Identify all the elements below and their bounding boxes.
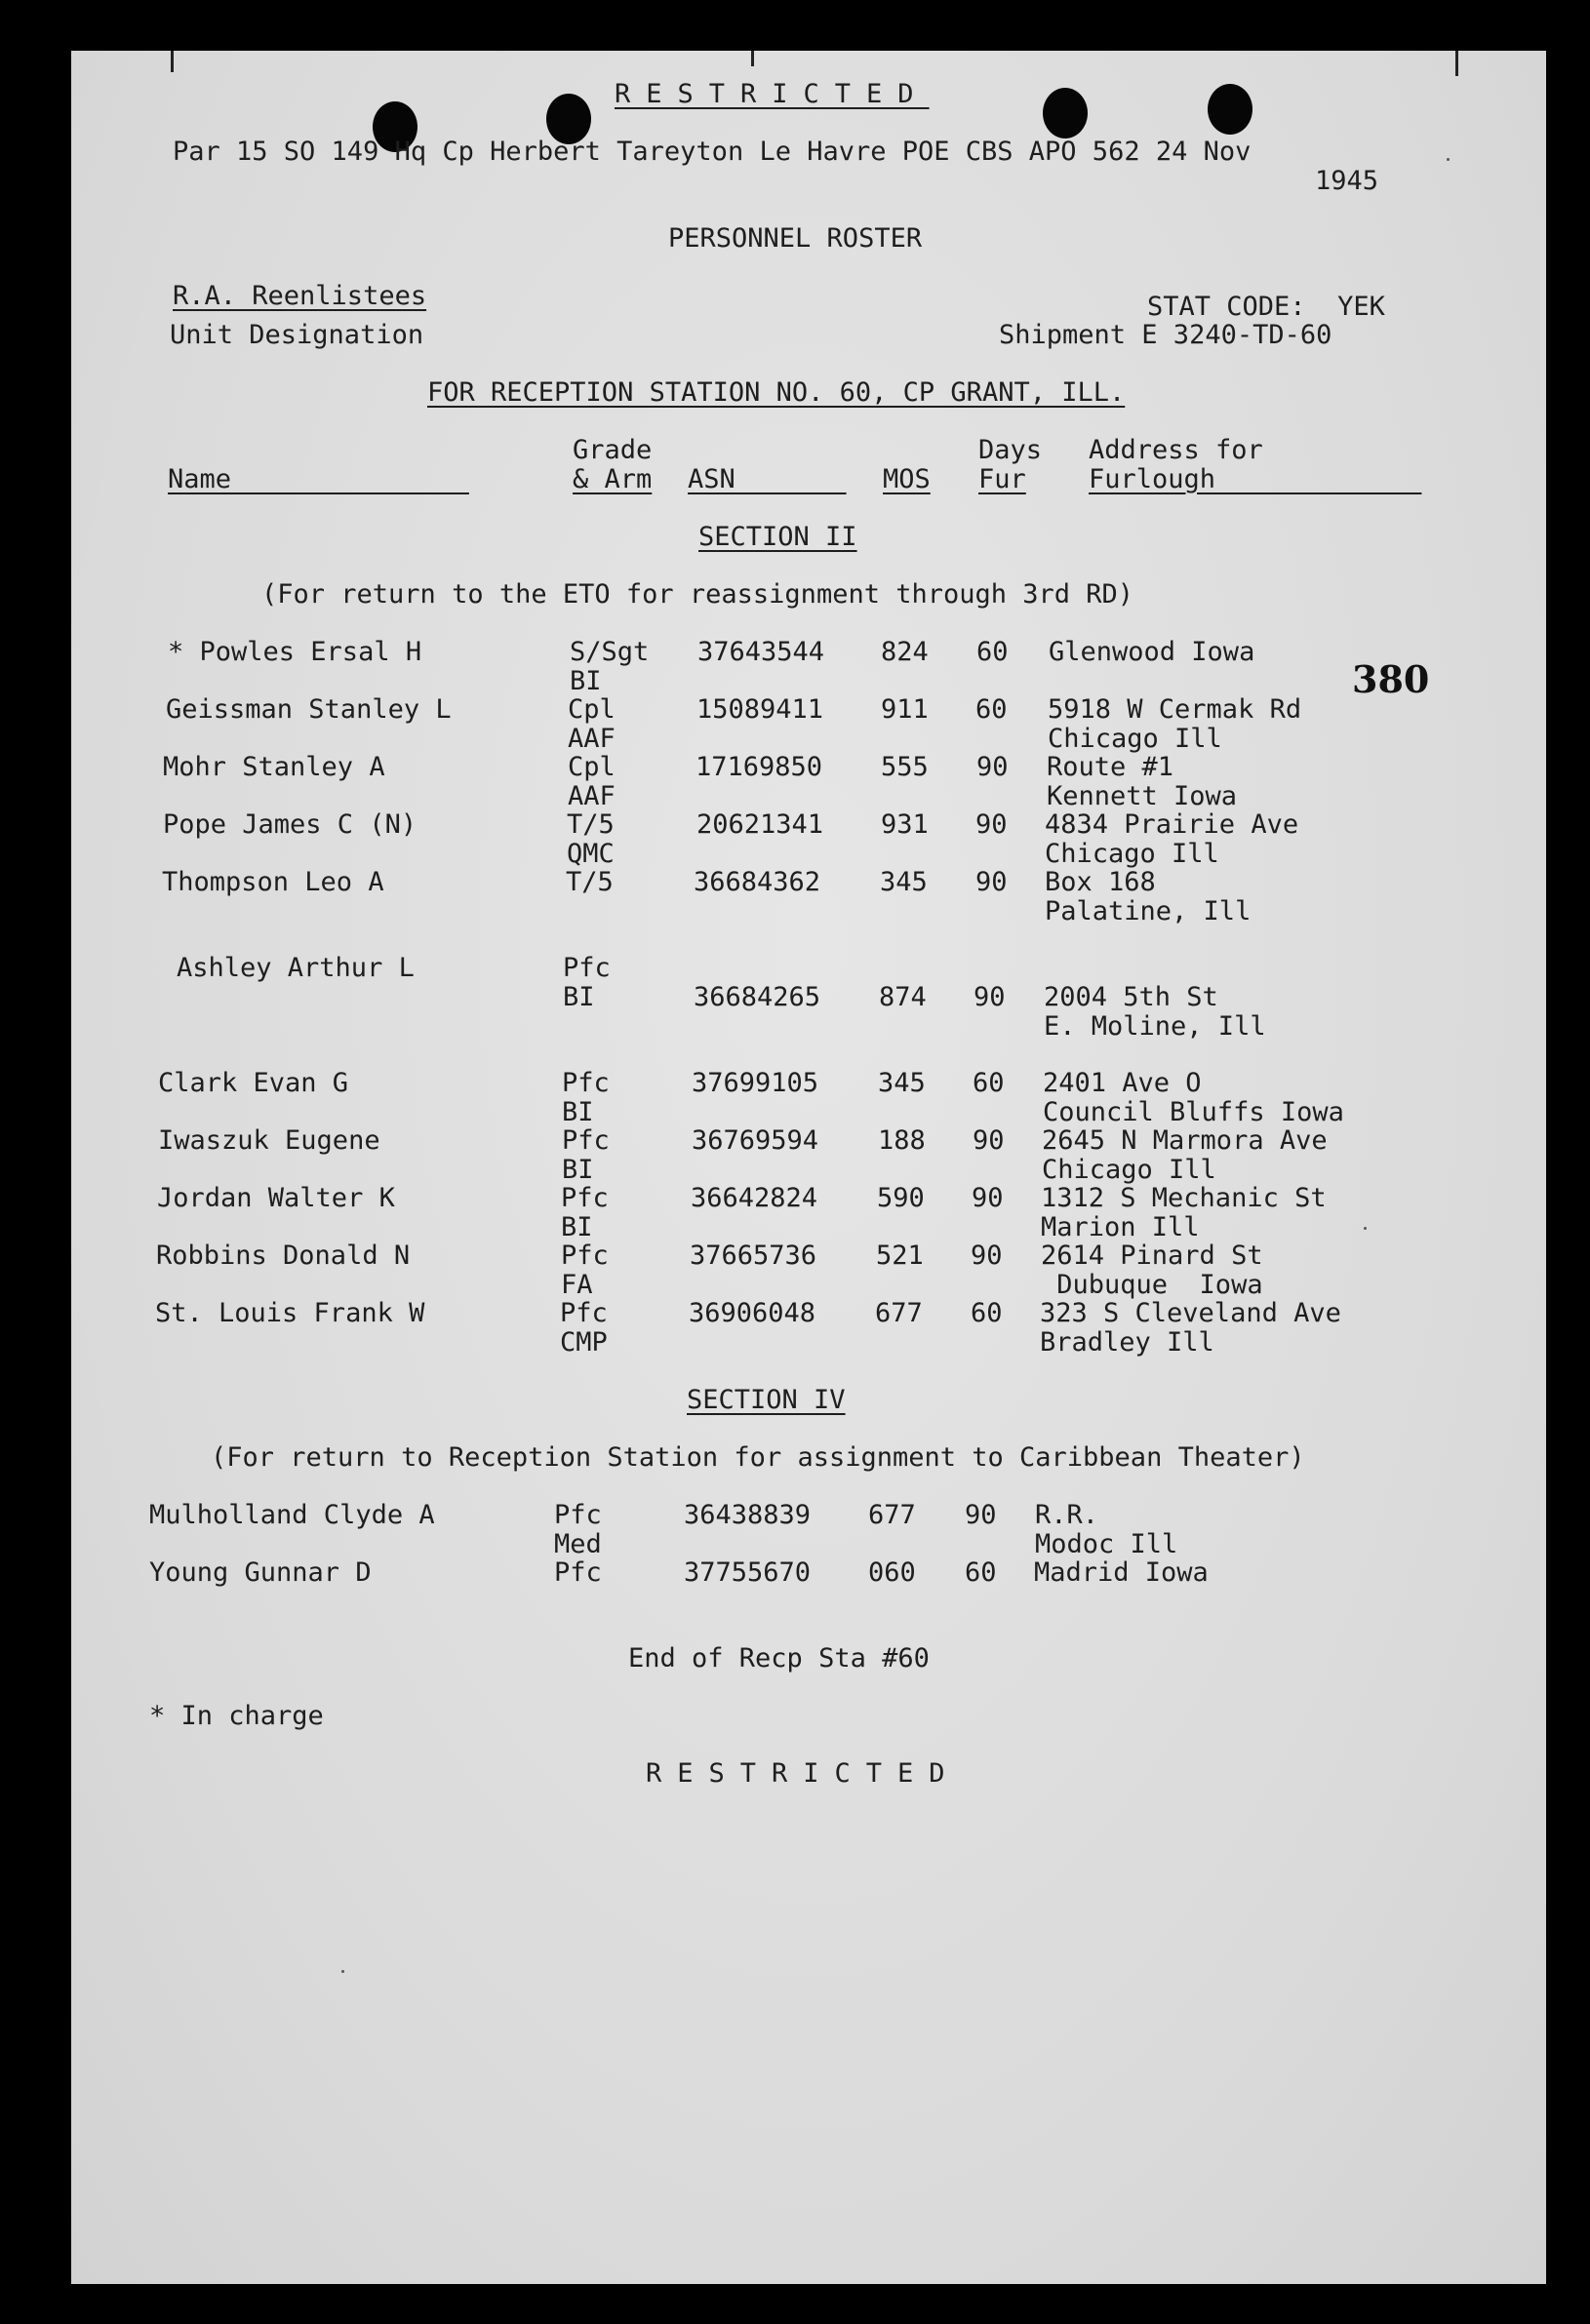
cell-grade: Pfc <box>560 1298 608 1328</box>
cell-address-1: 2645 N Marmora Ave <box>1042 1125 1328 1156</box>
cell-asn: 37665736 <box>690 1241 817 1271</box>
col-mos-header: MOS <box>883 464 931 494</box>
page-number: 380 <box>1352 657 1430 701</box>
section-ii-subtitle: (For return to the ETO for reassignment through 3rd RD) <box>261 579 1134 610</box>
cell-name: Clark Evan G <box>158 1068 349 1098</box>
col-arm-header: & Arm <box>573 464 653 494</box>
punch-hole <box>1208 84 1252 135</box>
cell-name: Mulholland Clyde A <box>149 1500 435 1530</box>
cell-mos: 931 <box>881 809 929 840</box>
cell-grade: Pfc <box>562 1125 610 1156</box>
cell-address-2: Council Bluffs Iowa <box>1043 1097 1344 1127</box>
cell-days: 60 <box>965 1557 997 1588</box>
cell-asn: 36769594 <box>692 1125 819 1156</box>
cell-arm: AAF <box>568 724 616 754</box>
col-asn-header: ASN_ _ _ _ <box>688 464 847 494</box>
cell-address-1: 5918 W Cermak Rd <box>1048 694 1302 725</box>
restricted-footer: RESTRICTED <box>646 1758 961 1789</box>
scan-speck <box>341 1970 344 1973</box>
cell-mos: 555 <box>881 752 929 782</box>
col-fur-header: Fur <box>978 464 1026 494</box>
cell-days: 90 <box>975 809 1008 840</box>
col-name-header: Name_ _ _ _ _ _ _ _ <box>168 464 469 494</box>
cell-mos: 060 <box>868 1557 916 1588</box>
stat-code: STAT CODE: YEK <box>1147 292 1385 322</box>
cell-arm: BI <box>570 666 602 696</box>
cell-address-2: Kennett Iowa <box>1047 781 1238 811</box>
cell-asn: 20621341 <box>696 809 824 840</box>
pencil-mark <box>1455 51 1458 76</box>
cell-grade: Pfc <box>561 1241 609 1271</box>
cell-address-1: R.R. <box>1035 1500 1099 1530</box>
cell-address-1: 323 S Cleveland Ave <box>1040 1298 1341 1328</box>
cell-asn: 15089411 <box>696 694 824 725</box>
cell-days: 90 <box>976 752 1009 782</box>
cell-grade: T/5 <box>566 867 614 897</box>
cell-arm: CMP <box>560 1327 608 1358</box>
cell-days: 60 <box>971 1298 1003 1328</box>
scan-speck <box>1364 1227 1367 1230</box>
cell-mos: 521 <box>876 1241 924 1271</box>
cell-name: Geissman Stanley L <box>166 694 452 725</box>
cell-address-1: 2614 Pinard St <box>1041 1241 1263 1271</box>
cell-mos: 824 <box>881 637 929 667</box>
order-year: 1945 <box>1315 166 1379 196</box>
cell-address-1: Route #1 <box>1047 752 1174 782</box>
pencil-mark <box>751 51 754 66</box>
cell-mos: 345 <box>880 867 928 897</box>
cell-days: 90 <box>974 982 1006 1012</box>
reception-station-line: FOR RECEPTION STATION NO. 60, CP GRANT, ILL. <box>427 377 1126 408</box>
cell-asn: 37643544 <box>697 637 825 667</box>
cell-name: Ashley Arthur L <box>177 953 415 983</box>
end-of-station-line: End of Recp Sta #60 <box>628 1643 930 1674</box>
cell-address-1: Box 168 <box>1045 867 1156 897</box>
cell-address-2: E. Moline, Ill <box>1044 1011 1266 1042</box>
cell-address-2: Chicago Ill <box>1042 1155 1216 1185</box>
cell-name: Mohr Stanley A <box>163 752 385 782</box>
cell-arm: BI <box>562 1097 594 1127</box>
cell-name: Jordan Walter K <box>157 1183 395 1213</box>
punch-hole <box>1043 88 1088 138</box>
cell-grade: Pfc <box>561 1183 609 1213</box>
unit-name: R.A. Reenlistees <box>173 281 427 311</box>
section-iv-title: SECTION IV <box>687 1385 846 1415</box>
cell-days: 90 <box>973 1125 1005 1156</box>
cell-address-2: Marion Ill <box>1041 1212 1200 1242</box>
cell-days: 90 <box>971 1241 1003 1271</box>
section-iv-subtitle: (For return to Reception Station for assignment to Caribbean Theater) <box>211 1442 1305 1473</box>
restricted-header: RESTRICTED <box>615 79 930 109</box>
cell-address-1: Madrid Iowa <box>1034 1557 1209 1588</box>
cell-days: 90 <box>975 867 1008 897</box>
pencil-mark <box>171 51 174 72</box>
cell-address-2: Chicago Ill <box>1045 839 1219 869</box>
cell-arm: BI <box>563 982 595 1012</box>
cell-address-2: Chicago Ill <box>1048 724 1222 754</box>
cell-grade: Pfc <box>554 1500 602 1530</box>
col-furlough-header: Furlough_ _ _ _ _ _ _ <box>1089 464 1422 494</box>
cell-name: Pope James C (N) <box>163 809 417 840</box>
order-line: Par 15 SO 149 Hq Cp Herbert Tareyton Le Havre POE CBS APO 562 24 Nov <box>173 137 1252 167</box>
cell-address-2: Modoc Ill <box>1035 1529 1178 1559</box>
cell-grade: Cpl <box>568 752 616 782</box>
cell-arm: QMC <box>567 839 615 869</box>
cell-mos: 590 <box>877 1183 925 1213</box>
cell-arm: Med <box>554 1529 602 1559</box>
section-ii-title: SECTION II <box>698 522 857 552</box>
cell-asn: 36684362 <box>694 867 821 897</box>
in-charge-footnote: * In charge <box>149 1701 324 1731</box>
cell-asn: 17169850 <box>696 752 823 782</box>
cell-mos: 345 <box>878 1068 926 1098</box>
cell-arm: BI <box>561 1212 593 1242</box>
cell-address-2: Palatine, Ill <box>1045 896 1252 926</box>
cell-mos: 188 <box>878 1125 926 1156</box>
roster-title: PERSONNEL ROSTER <box>668 223 923 254</box>
cell-days: 60 <box>973 1068 1005 1098</box>
cell-mos: 874 <box>879 982 927 1012</box>
cell-address-1: Glenwood Iowa <box>1049 637 1255 667</box>
cell-days: 90 <box>965 1500 997 1530</box>
cell-arm: FA <box>561 1270 593 1300</box>
cell-asn: 36684265 <box>694 982 821 1012</box>
cell-mos: 911 <box>881 694 929 725</box>
cell-grade: Cpl <box>568 694 616 725</box>
cell-address-1: 1312 S Mechanic St <box>1041 1183 1327 1213</box>
cell-name: Iwaszuk Eugene <box>158 1125 380 1156</box>
col-address-header: Address for <box>1089 435 1263 465</box>
col-days-header: Days <box>978 435 1043 465</box>
cell-grade: Pfc <box>563 953 611 983</box>
cell-asn: 37699105 <box>692 1068 819 1098</box>
cell-grade: Pfc <box>562 1068 610 1098</box>
cell-asn: 37755670 <box>684 1557 812 1588</box>
cell-days: 90 <box>972 1183 1004 1213</box>
shipment-number: Shipment E 3240-TD-60 <box>999 320 1332 350</box>
cell-asn: 36438839 <box>684 1500 812 1530</box>
cell-mos: 677 <box>875 1298 923 1328</box>
cell-address-2: Bradley Ill <box>1040 1327 1214 1358</box>
cell-address-1: 4834 Prairie Ave <box>1045 809 1299 840</box>
cell-name: * Powles Ersal H <box>168 637 422 667</box>
cell-arm: AAF <box>568 781 616 811</box>
cell-mos: 677 <box>868 1500 916 1530</box>
cell-days: 60 <box>976 637 1009 667</box>
cell-name: Young Gunnar D <box>149 1557 372 1588</box>
cell-address-1: 2401 Ave O <box>1043 1068 1202 1098</box>
cell-days: 60 <box>975 694 1008 725</box>
cell-grade: Pfc <box>554 1557 602 1588</box>
cell-grade: S/Sgt <box>570 637 650 667</box>
cell-grade: T/5 <box>567 809 615 840</box>
cell-asn: 36906048 <box>689 1298 816 1328</box>
cell-arm: BI <box>562 1155 594 1185</box>
cell-name: Robbins Donald N <box>156 1241 411 1271</box>
scan-speck <box>1447 158 1450 161</box>
cell-asn: 36642824 <box>691 1183 818 1213</box>
unit-designation-label: Unit Designation <box>170 320 424 350</box>
cell-address-2: Dubuque Iowa <box>1041 1270 1263 1300</box>
cell-name: St. Louis Frank W <box>155 1298 425 1328</box>
cell-address-1: 2004 5th St <box>1044 982 1218 1012</box>
col-grade-header: Grade <box>573 435 653 465</box>
cell-name: Thompson Leo A <box>162 867 384 897</box>
